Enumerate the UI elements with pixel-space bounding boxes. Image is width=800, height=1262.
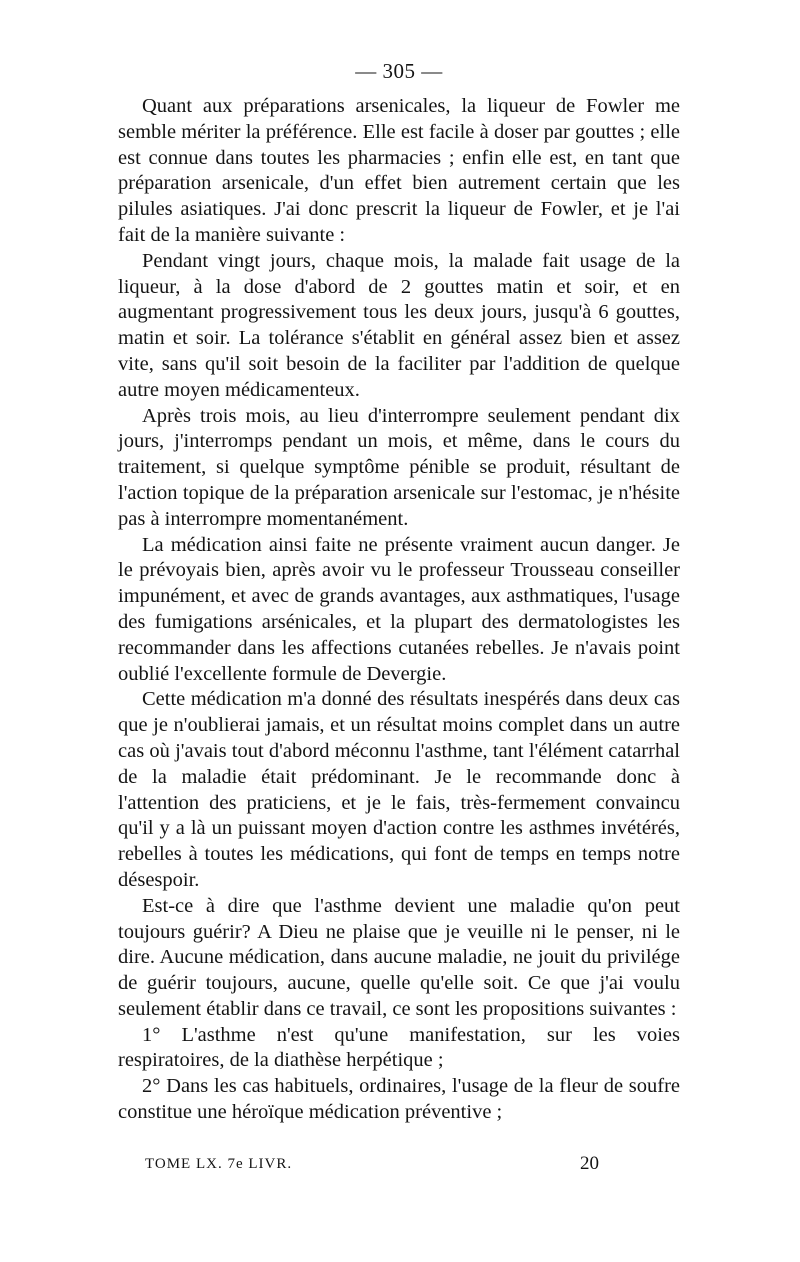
page-number: — 305 — bbox=[355, 59, 443, 83]
paragraph-4: La médication ainsi faite ne présente vraiment aucun danger. Je le prévoyais bien, après avoir vu le professeur Trousseau conseiller impunément, et avec de grands avantages, aux asthmatiques, l'usage des fumigations arsénicales, et la plupart des dermatologistes les recommander dans les affections cutanées rebelles. Je n'avais point oublié l'excellente formule de Devergie. bbox=[118, 533, 680, 685]
gathering-signature: 20 bbox=[580, 1153, 599, 1174]
proposition-2: 2° Dans les cas habituels, ordinaires, l'usage de la fleur de soufre constitue une héroïque médication préventive ; bbox=[118, 1075, 680, 1124]
paragraph-6: Est-ce à dire que l'asthme devient une maladie qu'on peut toujours guérir? A Dieu ne plaise que je veuille ni le penser, ni le dire. Aucune médication, dans aucune maladie, ne jouit du privilége de guérir toujours, aucune, quelle qu'elle soit. Ce que j'ai voulu seulement établir dans ce travail, ce sont les propositions suivantes : bbox=[118, 894, 680, 1020]
paragraph-2: Pendant vingt jours, chaque mois, la malade fait usage de la liqueur, à la dose d'abord de 2 gouttes matin et soir, et en augmentant progressivement tous les deux jours, jusqu'à 6 gouttes, matin et soir. La tolérance s'établit en général assez bien et assez vite, sans qu'il soit besoin de la faciliter par l'addition de quelque autre moyen médicamenteux. bbox=[118, 249, 680, 401]
paragraph-5: Cette médication m'a donné des résultats inespérés dans deux cas que je n'oublierai jamais, et un résultat moins complet dans un autre cas où j'avais tout d'abord méconnu l'asthme, tant l'élément catarrhal de la maladie était prédominant. Je le recommande donc à l'attention des praticiens, et je le fais, très-fermement convaincu qu'il y a là un puissant moyen d'action contre les asthmes invétérés, rebelles à toutes les médications, qui font de temps en temps notre désespoir. bbox=[118, 688, 680, 891]
proposition-1: 1° L'asthme n'est qu'une manifestation, sur les voies respiratoires, de la diathèse herpétique ; bbox=[118, 1023, 680, 1072]
page-body bbox=[118, 58, 680, 1126]
page-footer bbox=[145, 1154, 599, 1174]
paragraph-3: Après trois mois, au lieu d'interrompre seulement pendant dix jours, j'interromps pendant un mois, et même, dans le cours du traitement, si quelque symptôme pénible se produit, résultant de l'action topique de la préparation arsenicale sur l'estomac, je n'hésite pas à interrompre momentanément. bbox=[118, 404, 680, 530]
paragraph-1: Quant aux préparations arsenicales, la liqueur de Fowler me semble mériter la préférence. Elle est facile à doser par gouttes ; elle est connue dans toutes les pharmacies ; enfin elle est, en tant que préparation arsenicale, d'un effet bien autrement certain que les pilules asiatiques. J'ai donc prescrit la liqueur de Fowler, et je l'ai fait de la manière suivante : bbox=[118, 95, 680, 246]
volume-signature: TOME LX. 7e LIVR. bbox=[145, 1156, 293, 1172]
